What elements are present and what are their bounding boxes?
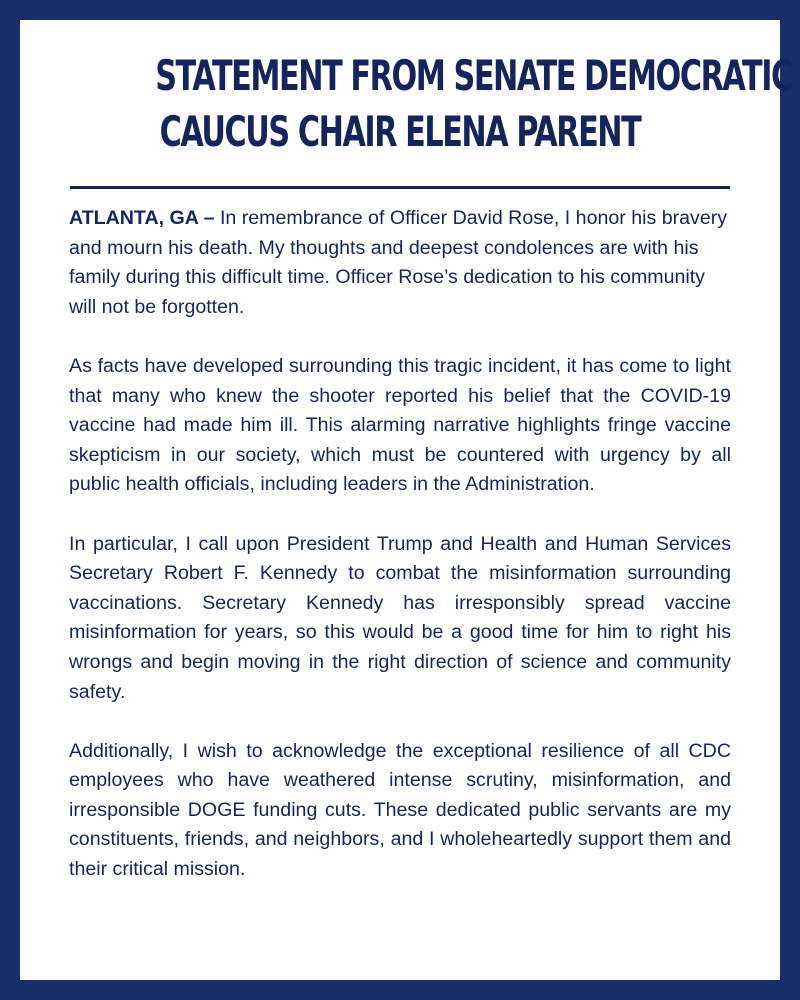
paragraph-3: In particular, I call upon President Trump and Health and Human Services Secretary Robert F. Kennedy to combat the misinformation surrounding vaccinations. Secretary Kennedy has irresponsibly spread vaccine misinformation for years, so this would be a good time for him to right his wrongs and begin moving in the right direction of science and community safety. (69, 532, 731, 703)
paragraph-4: Additionally, I wish to acknowledge the exceptional resilience of all CDC employees who have weathered intense scrutiny, misinformation, and irresponsible DOGE funding cuts. These dedicated public servants are my constituents, friends, and neighbors, and I wholeheartedly support them and their critical mission. (69, 739, 731, 881)
paragraph-1 (69, 204, 731, 322)
title-line-1: STATEMENT FROM SENATE DEMOCRATIC (155, 51, 792, 100)
statement-card (20, 20, 792, 980)
paragraph-2: As facts have developed surrounding this tragic incident, it has come to light that many who knew the shooter reported his belief that the COVID-19 vaccine had made him ill. This alarming narrative highlights fringe vaccine skepticism in our society, which must be countered with urgency by all public health officials, including leaders in the Administration. (69, 354, 731, 496)
dateline: ATLANTA, GA – (69, 207, 215, 229)
statement-body (69, 204, 731, 914)
title-divider (70, 186, 730, 189)
paragraph-1-text: In remembrance of Officer David Rose, I honor his bravery and mourn his death. My thoughts and deepest condolences are with his family during this difficult time. Officer Rose’s dedication to his community will not be forgotten. (69, 207, 728, 318)
page-title (60, 48, 792, 160)
title-line-2: CAUCUS CHAIR ELENA PARENT (159, 107, 641, 156)
